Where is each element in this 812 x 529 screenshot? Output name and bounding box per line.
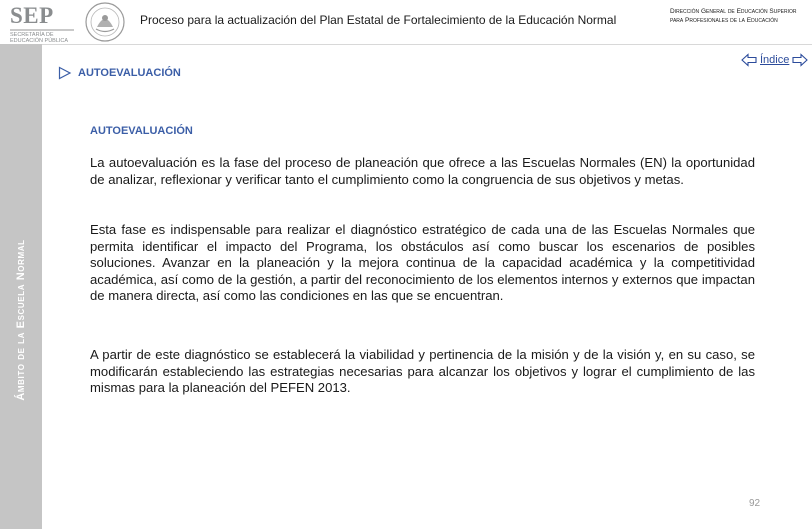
document-title: Proceso para la actualización del Plan Estatal de Fortalecimiento de la Educación Normal [140,13,617,27]
sep-logo-subtitle: SECRETARÍA DE EDUCACIÓN PÚBLICA [10,32,69,44]
index-link[interactable]: Índice [760,54,790,66]
paragraph-viability: A partir de este diagnóstico se establecerá la viabilidad y pertinencia de la misión y de la visión y, en su caso, se modificarán estableciendo las estrategias necesarias para alcanzar los objetivos y lograr el cumplimiento de las mismas para la planeación del PEFEN 2013. [90,347,755,395]
sidebar-section-label: Ámbito de la Escuela Normal [15,239,27,401]
section-heading [58,66,181,80]
page-navigation [741,53,808,67]
directorate-label: Dirección General de Educación Superior para Profesionales de la Educación [670,8,797,24]
section-label: AUTOEVALUACIÓN [78,67,181,79]
sidebar [0,44,42,529]
logo-divider [10,29,74,31]
content-title: AUTOEVALUACIÓN [90,125,193,137]
header [0,0,812,44]
paragraph-diagnosis: Esta fase es indispensable para realizar el diagnóstico estratégico de cada una de las Escuelas Normales que permita identificar el impacto del Programa, los obstáculos así como buscar los escenarios de posibles soluciones. Avanzar en la planeación y la mejora continua de la capacidad académica y la competitividad académica, así como de la gestión, a partir del reconocimiento de los elementos internos y externos que impactan de manera directa, así como las condiciones en las que se encuentran. [90,222,755,303]
paragraph-intro: La autoevaluación es la fase del proceso de planeación que ofrece a las Escuelas Normales (EN) la oportunidad de analizar, reflexionar y verificar tanto el cumplimiento como la congruencia de sus objetivos y metas. [90,155,755,187]
sep-logo [4,2,76,42]
next-arrow-icon[interactable] [792,53,808,67]
header-divider [42,44,812,45]
mexico-seal-icon [84,1,126,43]
page-number: 92 [749,498,761,509]
sep-logo-text: SEP [10,3,54,28]
play-arrow-icon [58,66,72,80]
previous-arrow-icon[interactable] [741,53,757,67]
